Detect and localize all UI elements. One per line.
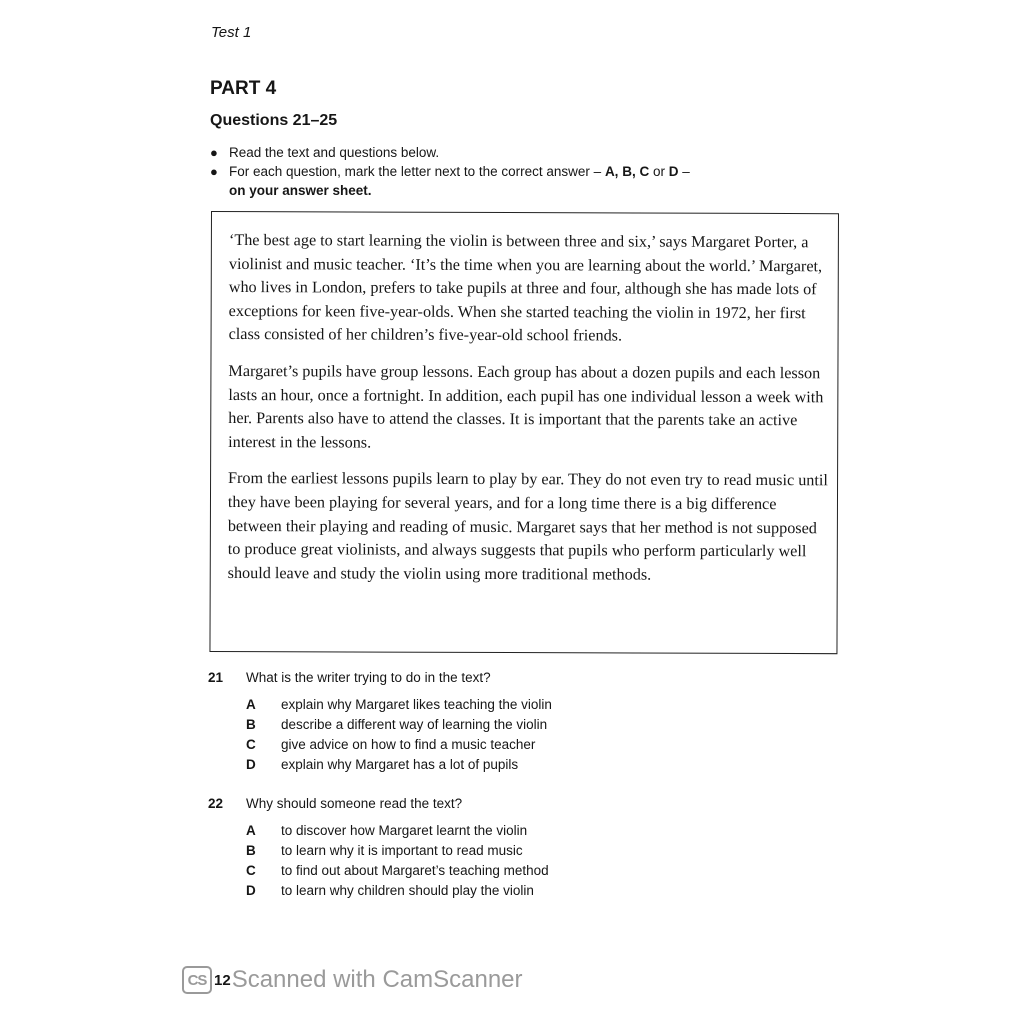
option-text: give advice on how to find a music teacher [281,737,536,752]
instruction-text-or: or [649,164,669,179]
page-footer [182,966,523,994]
option-letter: C [246,737,256,752]
option-text: to find out about Margaret’s teaching method [281,863,549,878]
option-letter: A [246,697,256,712]
camscanner-logo-icon: CS [182,966,212,994]
part-title: PART 4 [210,78,277,99]
passage-paragraph: From the earliest lessons pupils learn to play by ear. They do not even try to read music until they have been playing for several years, and for a long time there is a big difference between their playing and reading of music. Margaret says that her method is not supposed to produce great violinists, and always suggests that pupils who perform particularly well should leave and study the violin using more traditional methods. [227,469,828,584]
instruction-text-prefix: For each question, mark the letter next to the correct answer – [229,164,605,179]
instruction-text: Read the text and questions below. [229,145,440,160]
instructions-list [210,143,770,200]
answer-option[interactable] [246,695,708,715]
answer-letter-d: D [668,164,679,179]
option-letter: D [246,757,256,772]
option-text: to learn why children should play the violin [281,883,534,898]
instruction-text-dash: – [678,164,690,179]
answer-letters: A, B, C [604,164,650,179]
answer-option[interactable] [246,755,708,775]
instruction-item [210,143,770,162]
option-letter: D [246,883,256,898]
reading-passage [228,229,829,601]
answer-options [246,695,708,775]
page-header-label: Test 1 [211,24,252,41]
answer-option[interactable] [246,715,708,735]
question-text: What is the writer trying to do in the text? [246,670,491,685]
option-text: describe a different way of learning the violin [281,717,548,732]
question-number: 22 [208,796,224,811]
questions-heading: Questions 21–25 [210,112,338,129]
bullet-icon: ● [210,164,218,179]
instruction-answer-sheet: on your answer sheet. [229,183,372,198]
option-text: to learn why it is important to read music [281,843,523,858]
instruction-text [229,162,690,200]
passage-paragraph: ‘The best age to start learning the violin is between three and six,’ says Margaret Porter, a violinist and music teacher. ‘It’s the time when you are learning about the world.’ Margaret, who lives in London, prefers to take pupils at three and four, although she has made lots of exceptions for keen five-year-olds. When she started teaching the violin in 1972, her first class consisted of her children’s five-year-old school friends. [228,230,823,345]
answer-option[interactable] [246,735,708,755]
answer-option[interactable] [246,861,708,881]
option-letter: C [246,863,256,878]
question-text: Why should someone read the text? [246,796,463,811]
page-number: 12 [214,971,231,989]
scanner-watermark: Scanned with CamScanner [231,966,523,993]
option-text: explain why Margaret likes teaching the violin [281,697,552,712]
answer-options [246,821,708,901]
option-letter: A [246,823,256,838]
passage-paragraph: Margaret’s pupils have group lessons. Each group has about a dozen pupils and each lesson lasts an hour, once a fortnight. In addition, each pupil has one individual lesson a week with her. Parents also have to attend the classes. It is important that the parents take an active interest in the lessons. [228,361,824,452]
option-letter: B [246,717,256,732]
question-22 [208,796,708,901]
option-letter: B [246,843,256,858]
answer-option[interactable] [246,841,708,861]
question-21 [208,670,708,775]
bullet-icon: ● [210,145,218,160]
question-number: 21 [208,670,224,685]
instruction-item [210,162,770,200]
option-text: to discover how Margaret learnt the violin [281,823,528,838]
answer-option[interactable] [246,821,708,841]
option-text: explain why Margaret has a lot of pupils [281,757,519,772]
answer-option[interactable] [246,881,708,901]
